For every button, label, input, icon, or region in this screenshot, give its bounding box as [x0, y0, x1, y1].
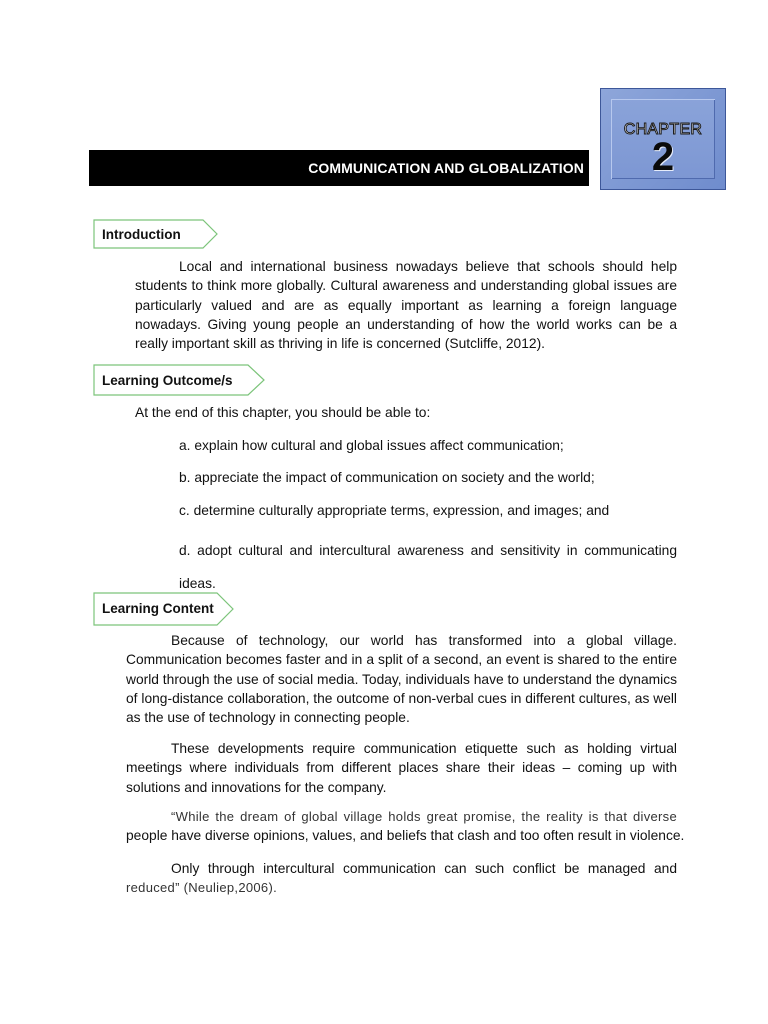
section-tag-label: Introduction	[102, 227, 181, 242]
outcome-item-c: c. determine culturally appropriate terms, expression, and images; and	[179, 503, 610, 518]
content-paragraph-1: Because of technology, our world has transformed into a global village. Communication becomes faster and in a split of a second, an event is shared to the entire world through the use of social media. Today, individuals have to understand the dynamics of long-distance collaboration, the outcome of non-verbal cues in different cultures, as well as the use of technology in connecting people.	[126, 633, 677, 726]
outcome-item-d: d. adopt cultural and intercultural awareness and sensitivity in communicating ideas.	[179, 543, 677, 591]
quote-line-4	[126, 878, 277, 897]
quote-line-2: people have diverse opinions, values, and beliefs that clash and too often result in violence.	[126, 828, 685, 843]
outcome-item-a: a. explain how cultural and global issues affect communication;	[179, 438, 564, 453]
section-tag-learning-content	[93, 592, 235, 622]
section-tag-learning-outcomes	[93, 364, 266, 394]
introduction-paragraph: Local and international business nowadays believe that schools should help students to think more globally. Cultural awareness and understanding global issues are particularly valued and are as equally important as learning a foreign language nowadays. Giving young people an understanding of how the world works can be a really important skill as thriving in life is concerned (Sutcliffe, 2012).	[135, 259, 677, 352]
section-tag-introduction	[93, 219, 219, 249]
quote-text: “While the dream of global village holds great promise, the reality is that diverse	[171, 809, 677, 824]
outcomes-lead: At the end of this chapter, you should be able to:	[135, 405, 431, 420]
chapter-title-bar	[89, 150, 589, 186]
outcome-item-b: b. appreciate the impact of communication on society and the world;	[179, 470, 595, 485]
section-tag-label: Learning Content	[102, 601, 214, 616]
chapter-title: COMMUNICATION AND GLOBALIZATION	[308, 160, 584, 176]
section-tag-label: Learning Outcome/s	[102, 373, 233, 388]
content-paragraph-2: These developments require communication etiquette such as holding virtual meetings where individuals from different places share their ideas – coming up with solutions and innovations for the company.	[126, 741, 677, 795]
chapter-label: CHAPTER	[623, 121, 703, 138]
chapter-number: 2	[651, 135, 675, 179]
chapter-badge-face	[611, 99, 715, 179]
chapter-badge	[600, 88, 726, 190]
quote-line-1	[126, 807, 677, 826]
quote-line-3: Only through intercultural communication can such conflict be managed and	[171, 861, 677, 876]
quote-citation: reduced” (Neuliep,2006).	[126, 880, 278, 895]
